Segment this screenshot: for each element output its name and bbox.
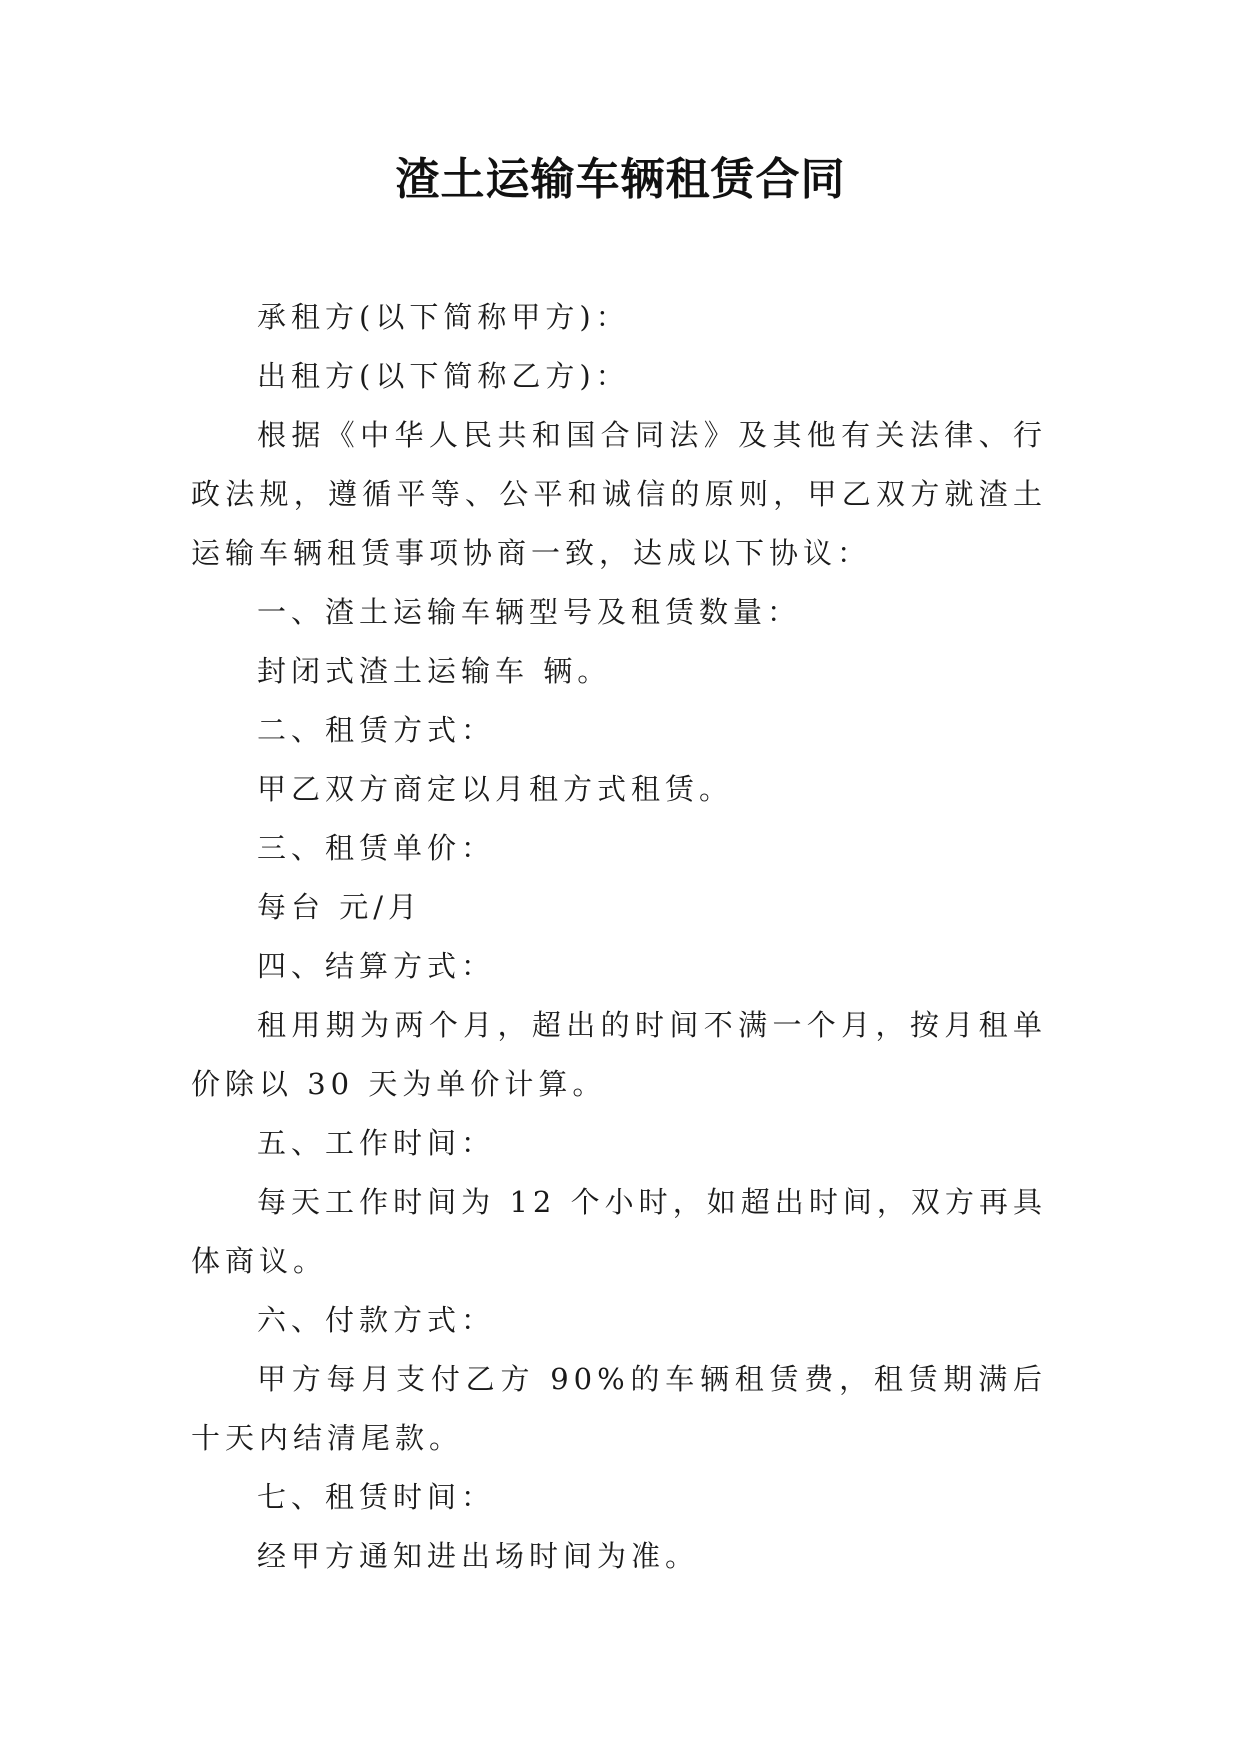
section-content-2: 甲乙双方商定以月租方式租赁。 [257, 772, 734, 806]
section-content-4: 租用期为两个月，超出的时间不满一个月，按月租单价除以 30 天为单价计算。 [191, 1008, 1047, 1101]
section-content-3: 每台 元/月 [257, 890, 422, 924]
section-heading-7: 七、租赁时间： [257, 1480, 496, 1514]
lessor-line: 出租方(以下简称乙方)： [257, 359, 630, 393]
document-body [191, 288, 1047, 1586]
section-content-7: 经甲方通知进出场时间为准。 [257, 1539, 700, 1573]
section-heading-3: 三、租赁单价： [257, 831, 496, 865]
section-content-1: 封闭式渣土运输车 辆。 [257, 654, 612, 688]
section-heading-6: 六、付款方式： [257, 1303, 496, 1337]
section-heading-5: 五、工作时间： [257, 1126, 496, 1160]
section-heading-4: 四、结算方式： [257, 949, 496, 983]
section-heading-1: 一、渣土运输车辆型号及租赁数量： [257, 595, 802, 629]
preamble-paragraph: 根据《中华人民共和国合同法》及其他有关法律、行政法规，遵循平等、公平和诚信的原则，甲乙双方就渣土运输车辆租赁事项协商一致，达成以下协议： [191, 418, 1047, 570]
lessee-line: 承租方(以下简称甲方)： [257, 300, 630, 334]
section-content-5: 每天工作时间为 12 个小时，如超出时间，双方再具体商议。 [191, 1185, 1047, 1278]
section-heading-2: 二、租赁方式： [257, 713, 496, 747]
section-content-6: 甲方每月支付乙方 90%的车辆租赁费，租赁期满后十天内结清尾款。 [191, 1362, 1047, 1455]
document-title: 渣土运输车辆租赁合同 [395, 154, 846, 205]
